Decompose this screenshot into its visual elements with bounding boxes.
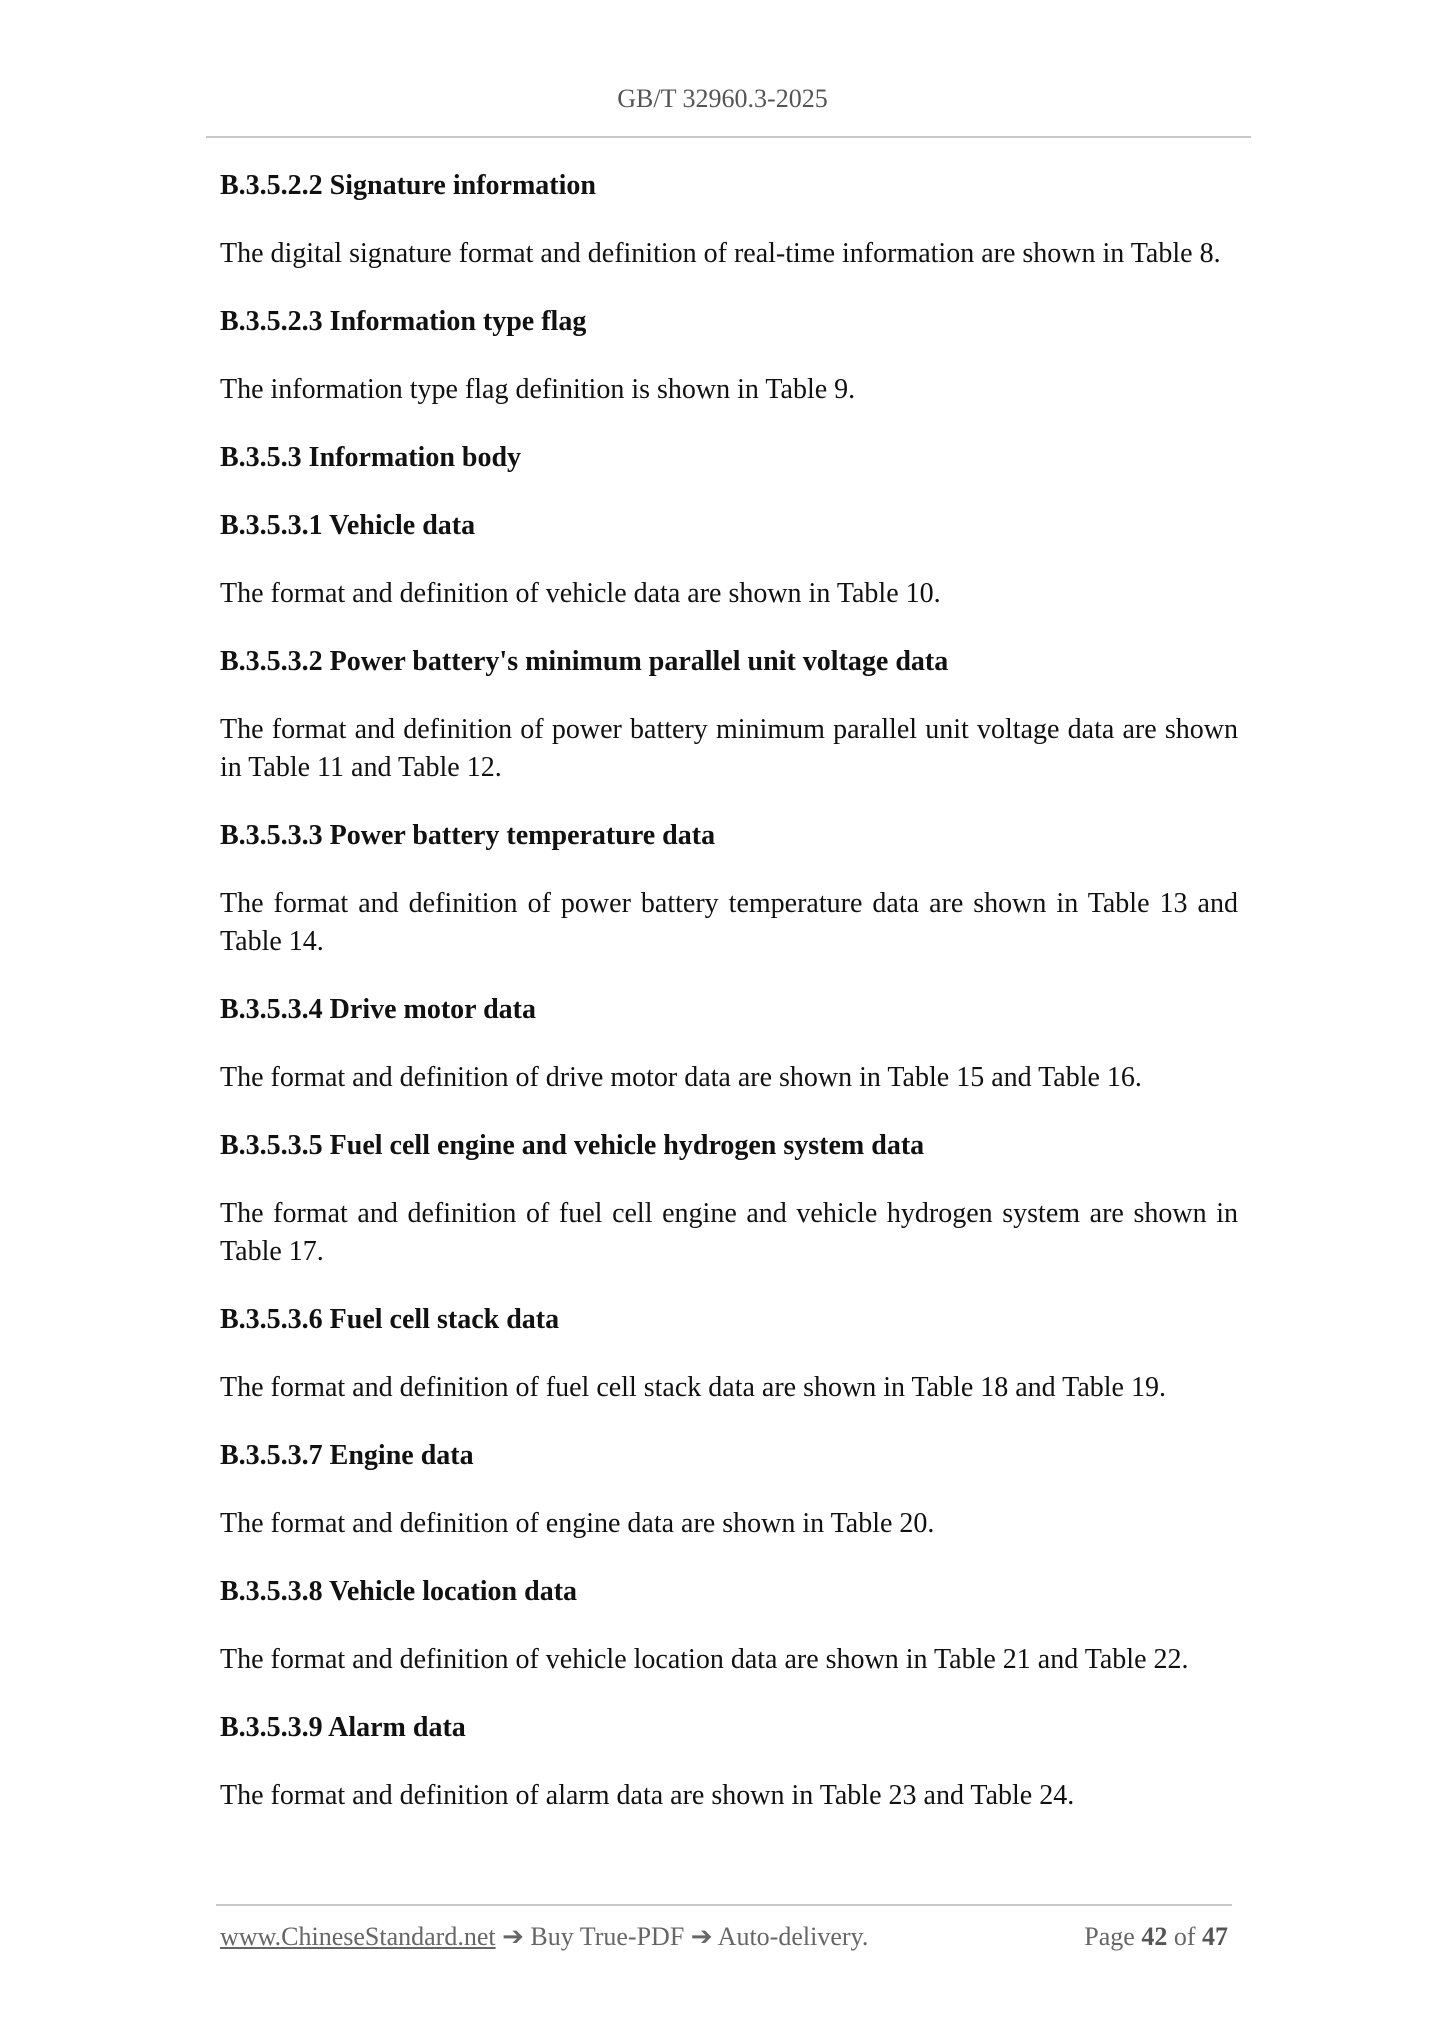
- section-paragraph: The format and definition of fuel cell stack data are shown in Table 18 and Table 19.: [220, 1372, 1166, 1403]
- arrow-right-icon: ➔: [690, 1922, 713, 1951]
- section-paragraph: The format and definition of power battery temperature data are shown in Table 13 and Table 14.: [220, 888, 1238, 957]
- section-heading: B.3.5.3.3 Power battery temperature data: [220, 820, 716, 851]
- section-heading: B.3.5.3.8 Vehicle location data: [220, 1576, 578, 1607]
- auto-delivery-text: Auto-delivery.: [717, 1922, 869, 1951]
- section-heading: B.3.5.3.5 Fuel cell engine and vehicle hydrogen system data: [220, 1130, 925, 1161]
- section-paragraph: The format and definition of drive motor data are shown in Table 15 and Table 16.: [220, 1062, 1142, 1093]
- page-indicator: [1084, 1922, 1228, 1952]
- section-paragraph: The format and definition of engine data are shown in Table 20.: [220, 1508, 935, 1539]
- page-footer: [220, 1922, 1232, 1958]
- document-header: GB/T 32960.3-2025: [617, 84, 828, 113]
- section-paragraph: The format and definition of vehicle data are shown in Table 10.: [220, 578, 941, 609]
- footer-promo: [220, 1922, 868, 1952]
- section-paragraph: The information type flag definition is shown in Table 9.: [220, 374, 856, 405]
- section-heading: B.3.5.2.2 Signature information: [220, 170, 596, 201]
- of-label: of: [1173, 1922, 1196, 1951]
- section-paragraph: The format and definition of vehicle location data are shown in Table 21 and Table 22.: [220, 1644, 1189, 1675]
- section-heading: B.3.5.3.1 Vehicle data: [220, 510, 476, 541]
- page-total: 47: [1202, 1922, 1228, 1951]
- section-paragraph: The format and definition of alarm data are shown in Table 23 and Table 24.: [220, 1780, 1075, 1811]
- header-divider: [206, 136, 1251, 138]
- section-heading: B.3.5.3.4 Drive motor data: [220, 994, 536, 1025]
- page-number: 42: [1141, 1922, 1168, 1951]
- section-paragraph: The format and definition of power battery minimum parallel unit voltage data are shown in Table 11 and Table 12.: [220, 714, 1238, 783]
- buy-pdf-text: Buy True-PDF: [530, 1922, 685, 1951]
- section-paragraph: The digital signature format and definition of real-time information are shown in Table 8.: [220, 238, 1221, 269]
- section-heading: B.3.5.2.3 Information type flag: [220, 306, 587, 337]
- section-heading: B.3.5.3.7 Engine data: [220, 1440, 474, 1471]
- document-body: [220, 167, 1238, 1845]
- footer-divider: [216, 1904, 1232, 1906]
- arrow-right-icon: ➔: [502, 1922, 524, 1951]
- page-label: Page: [1084, 1922, 1135, 1951]
- section-heading: B.3.5.3.2 Power battery's minimum parallel unit voltage data: [220, 646, 949, 677]
- section-heading: B.3.5.3.9 Alarm data: [220, 1712, 466, 1743]
- website-link[interactable]: www.ChineseStandard.net: [220, 1922, 496, 1951]
- section-heading: B.3.5.3.6 Fuel cell stack data: [220, 1304, 560, 1335]
- section-heading: B.3.5.3 Information body: [220, 442, 522, 473]
- section-paragraph: The format and definition of fuel cell engine and vehicle hydrogen system are shown in Table 17.: [220, 1198, 1238, 1267]
